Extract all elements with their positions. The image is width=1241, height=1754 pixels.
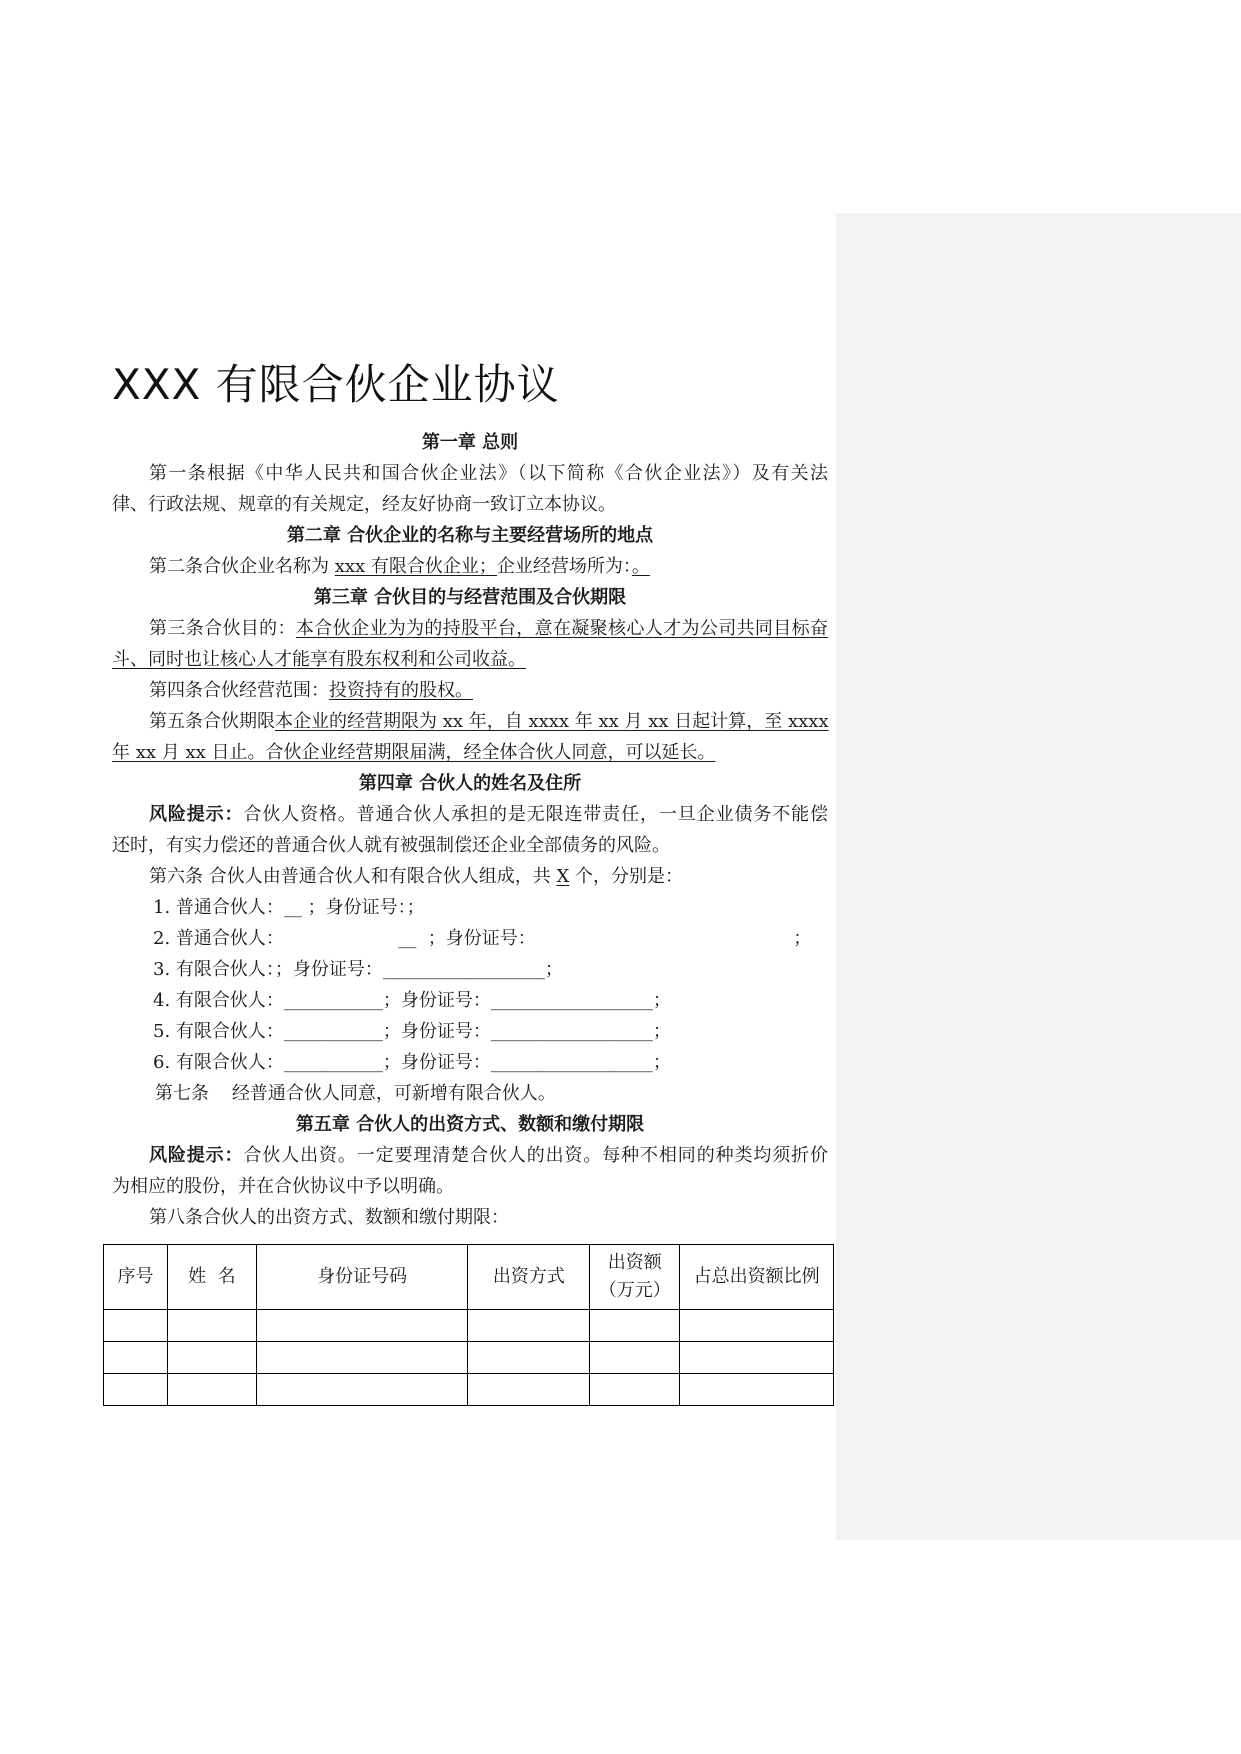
chapter-3-heading: 第三章 合伙目的与经营范围及合伙期限 [313, 587, 627, 608]
article-6 [149, 865, 683, 889]
risk-label-2: 风险提示： [149, 1145, 244, 1166]
risk-note-1-line-2: 还时，有实力偿还的普通合伙人就有被强制偿还企业全部债务的风险。 [112, 835, 670, 856]
table-row [104, 1374, 834, 1406]
chapter-1-heading: 第一章 总则 [421, 432, 519, 453]
col-header-id: 身份证号码 [256, 1245, 468, 1310]
article-1-line-1: 第一条根据《中华人民共和国合伙企业法》（以下简称《合伙企业法》）及有关法 [149, 463, 828, 484]
partner-6: 6. 有限合伙人：___________；身份证号：__________________； [153, 1052, 671, 1073]
col-header-amount-line-1: 出资额 [607, 1252, 662, 1273]
table-cell[interactable] [468, 1374, 590, 1406]
article-8: 第八条合伙人的出资方式、数额和缴付期限： [149, 1207, 509, 1228]
table-cell[interactable] [256, 1374, 468, 1406]
chapter-4-heading: 第四章 合伙人的姓名及住所 [358, 773, 582, 794]
col-header-amount-line-2: （万元） [598, 1280, 671, 1301]
article-2-prefix: 第二条合伙企业名称为 [149, 556, 335, 577]
col-header-method: 出资方式 [468, 1245, 590, 1310]
article-3-line-2 [112, 648, 526, 672]
article-7: 第七条 经普通合伙人同意，可新增有限合伙人。 [155, 1083, 556, 1104]
partner-1: 1. 普通合伙人：__ ；身份证号：； [153, 897, 425, 918]
article-3-line-1 [112, 617, 828, 641]
table-cell[interactable] [167, 1342, 256, 1374]
chapter-2-heading: 第二章 合伙企业的名称与主要经营场所的地点 [286, 525, 654, 546]
enterprise-name: xxx 有限合伙企业； [334, 556, 497, 577]
business-place: 。 [631, 556, 650, 577]
partner-4: 4. 有限合伙人：___________；身份证号：__________________； [153, 990, 671, 1011]
chapter-5-heading: 第五章 合伙人的出资方式、数额和缴付期限 [295, 1114, 645, 1135]
term-text-2: 年 xx 月 xx 日止。合伙企业经营期限届满，经全体合伙人同意，可以延长。 [112, 742, 716, 763]
col-header-amount [590, 1245, 680, 1310]
table-cell[interactable] [256, 1310, 468, 1342]
table-cell[interactable] [104, 1374, 168, 1406]
article-6-suffix: 个，分别是： [569, 866, 684, 887]
purpose-text-1: 本合伙企业为为的持股平台，意在凝聚核心人才为公司共同目标奋 [295, 618, 828, 639]
article-6-prefix: 第六条 合伙人由普通合伙人和有限合伙人组成，共 [149, 866, 557, 887]
table-row [104, 1342, 834, 1374]
table-cell[interactable] [468, 1310, 590, 1342]
table-cell[interactable] [590, 1374, 680, 1406]
table-cell[interactable] [167, 1374, 256, 1406]
table-cell[interactable] [468, 1342, 590, 1374]
risk-note-2-line-1 [112, 1144, 828, 1168]
article-1-line-2: 律、行政法规、规章的有关规定，经友好协商一致订立本协议。 [112, 494, 616, 515]
table-cell[interactable] [680, 1310, 834, 1342]
col-header-name: 姓 名 [167, 1245, 256, 1310]
table-cell[interactable] [104, 1310, 168, 1342]
partner-3: 3. 有限合伙人：；身份证号：__________________； [153, 959, 563, 980]
risk-label: 风险提示： [149, 804, 244, 825]
purpose-text-2: 斗、同时也让核心人才能享有股东权利和公司收益。 [112, 649, 526, 670]
table-cell[interactable] [680, 1374, 834, 1406]
article-4 [149, 679, 473, 703]
contribution-table [103, 1244, 834, 1406]
article-4-prefix: 第四条合伙经营范围： [149, 680, 329, 701]
risk-text: 合伙人资格。普通合伙人承担的是无限连带责任，一旦企业债务不能偿 [243, 804, 829, 825]
table-cell[interactable] [256, 1342, 468, 1374]
article-5-line-2 [112, 741, 716, 765]
term-text-1: 本企业的经营期限为 xx 年，自 xxxx 年 xx 月 xx 日起计算，至 xxxx [275, 711, 829, 732]
col-header-ratio: 占总出资额比例 [680, 1245, 834, 1310]
comment-margin-panel [836, 213, 1241, 1540]
article-2 [149, 555, 664, 579]
table-row [104, 1310, 834, 1342]
business-scope: 投资持有的股权。 [329, 680, 473, 701]
partner-5: 5. 有限合伙人：___________；身份证号：__________________； [153, 1021, 671, 1042]
article-5-prefix: 第五条合伙期限 [149, 711, 275, 732]
table-cell[interactable] [167, 1310, 256, 1342]
table-cell[interactable] [590, 1342, 680, 1374]
table-cell[interactable] [680, 1342, 834, 1374]
table-cell[interactable] [590, 1310, 680, 1342]
partner-2: 2. 普通合伙人： __ ；身份证号： ； [153, 928, 812, 949]
table-cell[interactable] [104, 1342, 168, 1374]
partner-count: X [556, 866, 570, 887]
document-title: XXX 有限合伙企业协议 [112, 360, 560, 409]
col-header-no: 序号 [104, 1245, 168, 1310]
article-2-mid: 企业经营场所为： [496, 556, 632, 577]
table-header-row [104, 1245, 834, 1310]
risk-note-1-line-1 [112, 803, 828, 827]
risk-text-2: 合伙人出资。一定要理清楚合伙人的出资。每种不相同的种类均须折价 [243, 1145, 829, 1166]
article-3-prefix: 第三条合伙目的： [149, 618, 296, 639]
article-5-line-1 [112, 710, 828, 734]
risk-note-2-line-2: 为相应的股份，并在合伙协议中予以明确。 [112, 1176, 454, 1197]
